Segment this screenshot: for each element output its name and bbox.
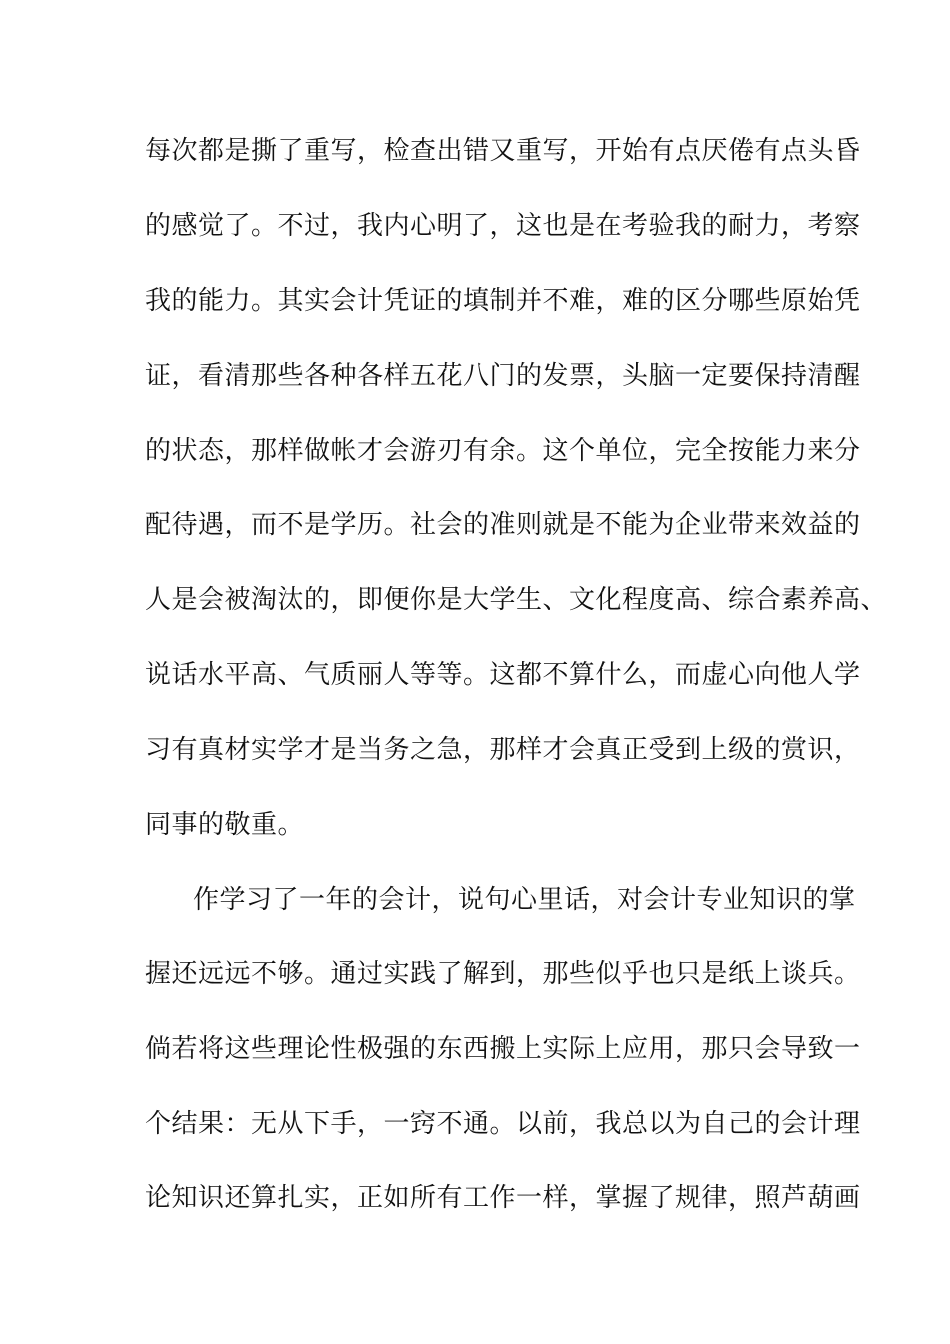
text-line: 我的能力。其实会计凭证的填制并不难，难的区分哪些原始凭 — [145, 286, 861, 316]
text-line: 倘若将这些理论性极强的东西搬上实际上应用，那只会导致一 — [145, 1034, 861, 1064]
text-line: 人是会被淘汰的，即便你是大学生、文化程度高、综合素养高、 — [145, 585, 888, 615]
text-line: 论知识还算扎实，正如所有工作一样，掌握了规律，照芦葫画 — [145, 1183, 861, 1213]
text-line: 说话水平高、气质丽人等等。这都不算什么，而虚心向他人学 — [145, 660, 861, 690]
text-line: 个结果：无从下手，一窍不通。以前，我总以为自己的会计理 — [145, 1109, 861, 1139]
text-line: 每次都是撕了重写，检查出错又重写，开始有点厌倦有点头昏 — [145, 136, 861, 166]
text-line: 证，看清那些各种各样五花八门的发票，头脑一定要保持清醒 — [145, 361, 861, 391]
text-line: 握还远远不够。通过实践了解到，那些似乎也只是纸上谈兵。 — [145, 959, 861, 989]
text-line: 习有真材实学才是当务之急，那样才会真正受到上级的赏识， — [145, 735, 861, 765]
text-line: 作学习了一年的会计，说句心里话，对会计专业知识的掌 — [193, 885, 856, 915]
text-line: 的感觉了。不过，我内心明了，这也是在考验我的耐力，考察 — [145, 211, 861, 241]
text-line: 同事的敬重。 — [145, 810, 305, 840]
text-line: 的状态，那样做帐才会游刃有余。这个单位，完全按能力来分 — [145, 436, 861, 466]
text-line: 配待遇，而不是学历。社会的准则就是不能为企业带来效益的 — [145, 510, 861, 540]
